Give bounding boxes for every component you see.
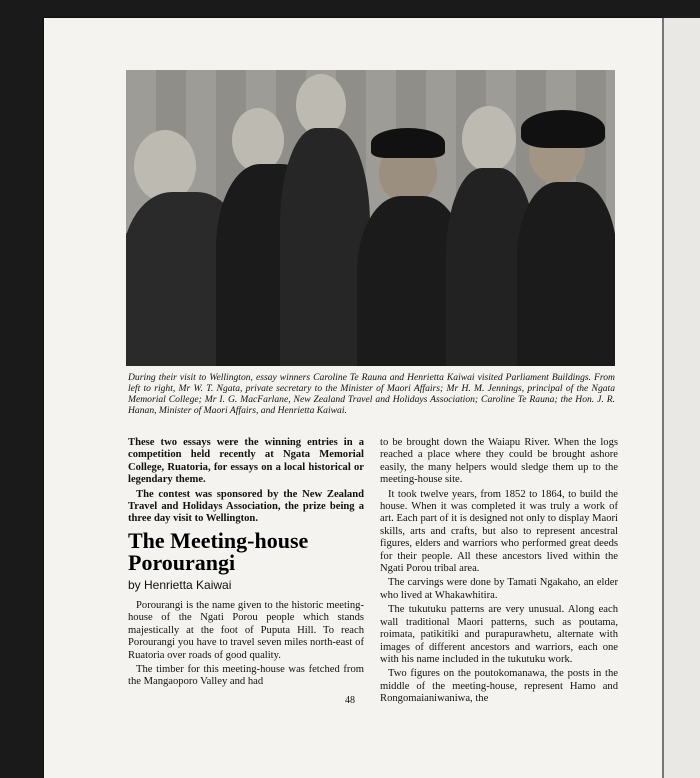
page-number: 48 bbox=[345, 695, 355, 706]
article-title: The Meeting-house Porourangi bbox=[128, 528, 309, 575]
intro-column bbox=[128, 437, 364, 528]
article-byline: by Henrietta Kaiwai bbox=[128, 578, 232, 592]
body-paragraph: The tukutuku patterns are very unusual. Along each wall traditional Maori patterns, such as poutama, roimata, patikitiki and purapurawhetu, alternate with images of different ancestors and warriors, each one with his name included in the tukutuku work. bbox=[380, 604, 618, 665]
group-photo bbox=[126, 70, 615, 366]
intro-paragraph: These two essays were the winning entries in a competition held recently at Ngata Memorial College, Ruatoria, for essays on a local historical or legendary theme. bbox=[128, 437, 364, 486]
right-column bbox=[380, 437, 618, 708]
body-paragraph: Two figures on the poutokomanawa, the posts in the middle of the meeting-house, represent Hamo and Rongomaianiwaniwa, the bbox=[380, 668, 618, 705]
facing-page-edge bbox=[662, 18, 700, 778]
intro-paragraph: The contest was sponsored by the New Zealand Travel and Holidays Association, the prize being a three day visit to Wellington. bbox=[128, 488, 364, 525]
left-column bbox=[128, 600, 364, 691]
body-paragraph: to be brought down the Waiapu River. When the logs reached a place where they could be brought ashore easily, the many helpers would sledge them up to the meeting-house site. bbox=[380, 437, 618, 486]
body-paragraph: The carvings were done by Tamati Ngakaho, an elder who lived at Whakawhitira. bbox=[380, 577, 618, 601]
body-paragraph: Porourangi is the name given to the historic meeting-house of the Ngati Porou people which stands majestically at the foot of Puputa Hill. To reach Porourangi you have to travel seven miles north-east of Ruatoria over roads of good quality. bbox=[128, 600, 364, 661]
photo-caption: During their visit to Wellington, essay winners Caroline Te Rauna and Henrietta Kaiwai visited Parliament Buildings. From left to right, Mr W. T. Ngata, private secretary to the Minister of Maori Affairs; Mr H. M. Jennings, principal of the Ngata Memorial College; Mr I. G. MacFarlane, New Zealand Travel and Holidays Association; Caroline Te Rauna; the Hon. J. R. Hanan, Minister of Maori Affairs, and Henrietta Kaiwai. bbox=[128, 372, 615, 416]
body-paragraph: The timber for this meeting-house was fetched from the Mangaoporo Valley and had bbox=[128, 664, 364, 688]
body-paragraph: It took twelve years, from 1852 to 1864, to build the house. When it was completed it was truly a work of art. Each part of it is designed not only to display Maori skills, arts and crafts, but also to represent ancestral figures, elders and warriors who performed great deeds for their people. All these ancestors lived within the Ngati Porou tribal area. bbox=[380, 488, 618, 575]
